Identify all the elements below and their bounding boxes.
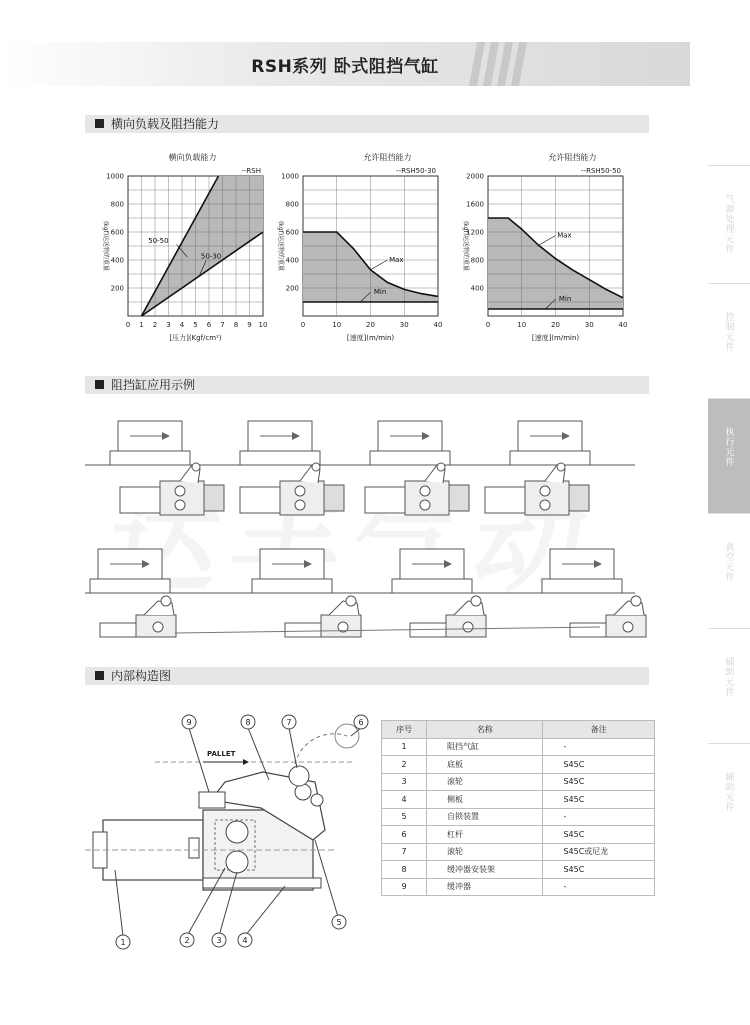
x-tick-label: 4	[179, 321, 185, 329]
x-axis-label: [速度](m/min)	[531, 334, 580, 342]
table-cell: 缓冲器	[427, 878, 543, 896]
x-tick-label: 8	[233, 321, 239, 329]
x-tick-label: 6	[206, 321, 212, 329]
table-cell: -	[543, 878, 655, 896]
y-tick-label: 1200	[466, 228, 484, 237]
table-row	[382, 756, 655, 774]
callout-number: 5	[336, 917, 342, 927]
y-axis-label: (kgf)运送物的重量	[277, 220, 284, 272]
section-square-icon	[95, 671, 104, 680]
y-tick-label: 1600	[466, 200, 484, 209]
side-tab-label: 辅助元件	[723, 657, 734, 697]
side-tab[interactable]	[708, 398, 750, 514]
y-tick-label: 200	[110, 284, 124, 293]
parts-table-header	[382, 721, 655, 739]
table-cell: 自锁装置	[427, 808, 543, 826]
table-cell: 2	[382, 756, 427, 774]
table-cell: 侧板	[427, 791, 543, 809]
table-cell: 3	[382, 773, 427, 791]
table-cell: 底板	[427, 756, 543, 774]
chart-lateral-load	[95, 162, 295, 347]
x-tick-label: 7	[220, 321, 225, 329]
internal-structure-diagram	[85, 700, 380, 960]
y-tick-label: 400	[285, 256, 299, 265]
x-tick-label: 0	[485, 321, 491, 329]
table-row	[382, 878, 655, 896]
table-header-cell: 备注	[543, 721, 655, 739]
table-row	[382, 808, 655, 826]
x-tick-label: 10	[517, 321, 527, 329]
table-header-cell: 名称	[427, 721, 543, 739]
legend-label: --RSH50-30	[396, 167, 436, 175]
side-tab[interactable]	[708, 165, 750, 281]
table-row	[382, 861, 655, 879]
x-tick-label: 20	[366, 321, 375, 329]
x-tick-label: 3	[166, 321, 171, 329]
section-square-icon	[95, 380, 104, 389]
x-tick-label: 1	[139, 321, 144, 329]
y-tick-label: 400	[470, 284, 484, 293]
y-axis-label: (kgf)运送物的重量	[102, 220, 109, 272]
series-label: Max	[557, 231, 572, 240]
table-cell: 5	[382, 808, 427, 826]
series-label: Max	[389, 256, 404, 264]
side-tab-label: 辅助元件	[723, 772, 734, 812]
table-cell: 阻挡气缸	[427, 738, 543, 756]
side-tab-label: 真空元件	[723, 542, 734, 582]
x-tick-label: 10	[332, 321, 342, 329]
chart-stop-capacity-50-30	[270, 162, 470, 347]
x-tick-label: 40	[433, 321, 443, 329]
table-row	[382, 826, 655, 844]
callout-number: 1	[120, 937, 126, 947]
callout-number: 8	[245, 717, 251, 727]
section-label: 横向负载及阻挡能力	[111, 117, 220, 131]
x-tick-label: 20	[551, 321, 560, 329]
legend-label: --RSH50-50	[581, 167, 621, 175]
chart1-title: 横向负载能力	[168, 153, 217, 162]
table-row	[382, 843, 655, 861]
table-row	[382, 773, 655, 791]
table-cell: S45C	[543, 756, 655, 774]
y-tick-label: 600	[285, 228, 299, 237]
callout-number: 2	[184, 935, 190, 945]
section-label: 阻挡缸应用示例	[111, 378, 196, 392]
x-tick-label: 30	[399, 321, 409, 329]
section-label: 内部构造图	[111, 669, 172, 683]
application-example-illustration	[80, 415, 650, 655]
y-tick-label: 600	[110, 228, 124, 237]
section-square-icon	[95, 119, 104, 128]
side-tab-label: 气源处理元件	[723, 194, 734, 254]
table-cell: 缓冲器安装架	[427, 861, 543, 879]
y-tick-label: 2000	[466, 172, 484, 181]
x-tick-label: 10	[258, 321, 268, 329]
callout-number: 6	[358, 717, 364, 727]
chart3-title: 允许阻挡能力	[548, 153, 597, 162]
table-cell: S45C	[543, 826, 655, 844]
chart2-title: 允许阻挡能力	[363, 153, 412, 162]
legend-label: --RSH	[241, 167, 261, 175]
x-tick-label: 0	[125, 321, 131, 329]
y-tick-label: 800	[470, 256, 484, 265]
table-cell: 1	[382, 738, 427, 756]
parts-table	[381, 720, 655, 896]
table-header-cell: 序号	[382, 721, 427, 739]
pallet-label: PALLET	[207, 750, 236, 758]
x-tick-label: 2	[152, 321, 158, 329]
x-tick-label: 0	[300, 321, 306, 329]
section-header-example	[85, 376, 649, 394]
x-tick-label: 5	[193, 321, 198, 329]
x-tick-label: 40	[618, 321, 628, 329]
side-tab[interactable]	[708, 513, 750, 629]
page-title: RSH系列 卧式阻挡气缸	[251, 57, 439, 77]
table-cell: 4	[382, 791, 427, 809]
table-row	[382, 738, 655, 756]
series-label: Min	[373, 288, 387, 297]
table-cell: S45C	[543, 773, 655, 791]
callout-number: 9	[186, 717, 192, 727]
table-cell: -	[543, 738, 655, 756]
x-tick-label: 30	[584, 321, 594, 329]
table-cell: S45C	[543, 861, 655, 879]
table-cell: 杠杆	[427, 826, 543, 844]
callout-number: 3	[216, 935, 222, 945]
side-tab[interactable]	[708, 743, 750, 859]
x-axis-label: [压力](Kgf/cm²)	[169, 334, 222, 342]
table-cell: S45C或尼龙	[543, 843, 655, 861]
section-header-structure	[85, 667, 649, 685]
table-cell: -	[543, 808, 655, 826]
section-header-load	[85, 115, 649, 133]
table-cell: 7	[382, 843, 427, 861]
y-tick-label: 800	[285, 200, 299, 209]
callout-number: 7	[286, 717, 292, 727]
x-axis-label: [速度](m/min)	[346, 334, 395, 342]
side-tab-label: 执行元件	[723, 427, 734, 467]
side-tab[interactable]	[708, 283, 750, 399]
y-tick-label: 200	[285, 284, 299, 293]
series-label: 50-50	[148, 237, 169, 246]
series-label: Min	[558, 295, 572, 304]
y-axis-label: (kgf)运送物的重量	[462, 220, 469, 272]
side-tab-label: 控制元件	[723, 312, 734, 352]
x-tick-label: 9	[247, 321, 252, 329]
table-cell: 9	[382, 878, 427, 896]
table-cell: 滚轮	[427, 773, 543, 791]
table-cell: 6	[382, 826, 427, 844]
y-tick-label: 400	[110, 256, 124, 265]
chart-stop-capacity-50-50	[455, 162, 655, 347]
series-label: 50-30	[200, 252, 222, 261]
table-cell: 滚轮	[427, 843, 543, 861]
table-cell: 8	[382, 861, 427, 879]
side-tab[interactable]	[708, 628, 750, 744]
table-cell: S45C	[543, 791, 655, 809]
y-tick-label: 800	[110, 200, 124, 209]
table-row	[382, 791, 655, 809]
y-tick-label: 1000	[106, 172, 124, 181]
callout-number: 4	[242, 935, 248, 945]
y-tick-label: 1000	[281, 172, 299, 181]
